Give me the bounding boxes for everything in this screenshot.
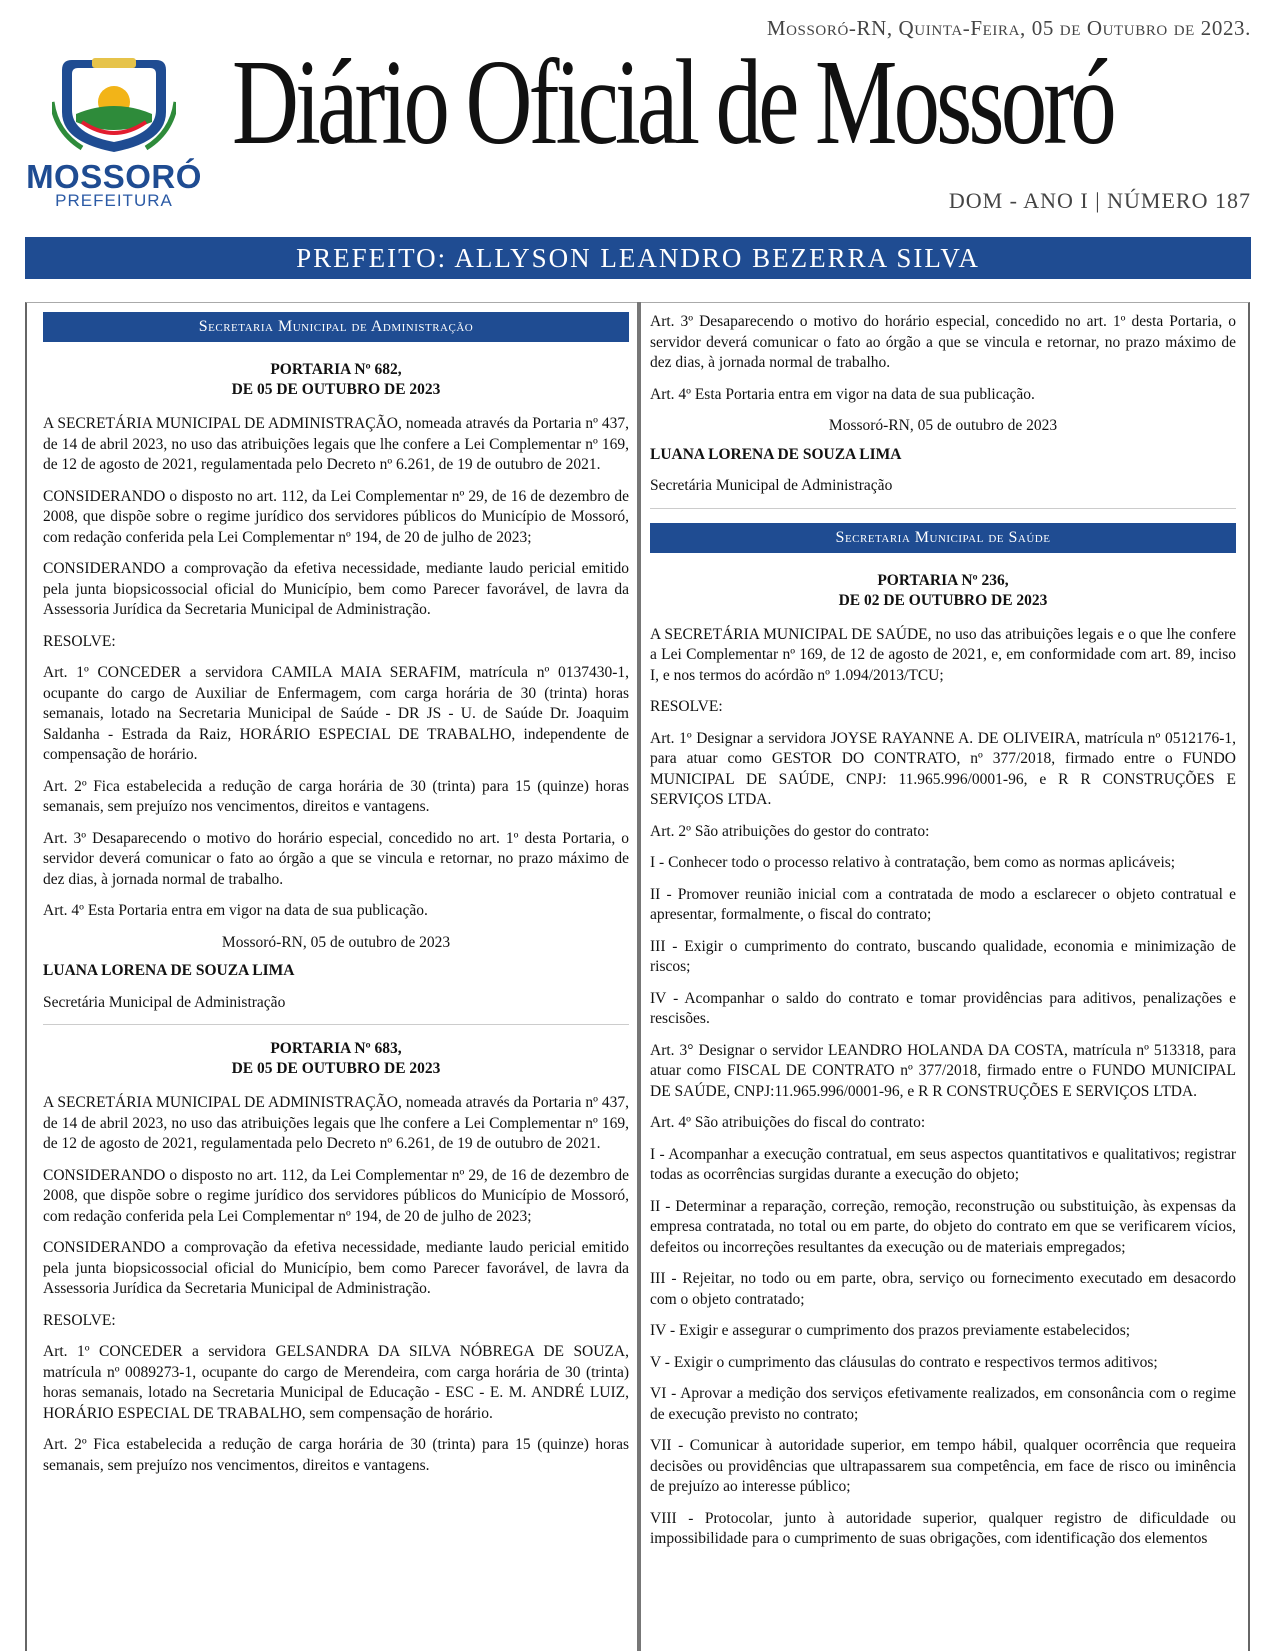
paragraph: CONSIDERANDO o disposto no art. 112, da Lei Complementar nº 29, de 16 de dezembro de 2008, que dispõe sobre o regime jurídico dos servidores públicos do Município de Mossoró, com redação conferida pela Lei Complementar nº 194, de 20 de julho de 2023; (43, 487, 629, 546)
paragraph: A SECRETÁRIA MUNICIPAL DE ADMINISTRAÇÃO, nomeada através da Portaria nº 437, de 14 de abril 2023, no uso das atribuições legais que lhe confere a Lei Complementar nº 169, de 12 de agosto de 2021, regulamentada pelo Decreto nº 6.261, de 19 de outubro de 2021. (43, 415, 629, 473)
resolve-label: RESOLVE: (43, 632, 116, 650)
portaria-number: PORTARIA Nº 236, (877, 571, 1009, 589)
signer-name: LUANA LORENA DE SOUZA LIMA (650, 445, 902, 463)
list-item: II - Promover reunião inicial com a contratada de modo a esclarecer o objeto contratual e apresentar, formalmente, o fiscal do contrato; (650, 885, 1236, 923)
portaria-number: PORTARIA Nº 682, (270, 361, 402, 378)
portaria-date: DE 05 DE OUTUBRO DE 2023 (231, 381, 441, 398)
article: Art. 3º Desaparecendo o motivo do horário especial, concedido no art. 1º desta Portaria, o servidor deverá comunicar o fato ao órgão a que se vincula e retornar, no prazo máximo de dez dias, à jornada normal de trabalho. (650, 313, 1236, 371)
portaria-683-title (43, 1039, 629, 1079)
paragraph: A SECRETÁRIA MUNICIPAL DE ADMINISTRAÇÃO, nomeada através da Portaria nº 437, de 14 de abril 2023, no uso das atribuições legais que lhe confere a Lei Complementar nº 169, de 12 de agosto de 2021, regulamentada pelo Decreto nº 6.261, de 19 de outubro de 2021. (43, 1094, 629, 1152)
portaria-date: DE 05 DE OUTUBRO DE 2023 (231, 1060, 441, 1077)
article: Art. 2º Fica estabelecida a redução de carga horária de 30 (trinta) para 15 (quinze) horas semanais, sem prejuízo nos vencimentos, direitos e vantagens. (43, 777, 629, 815)
list-item: III - Exigir o cumprimento do contrato, buscando qualidade, economia e minimização de riscos; (650, 937, 1236, 975)
article: Art. 2º Fica estabelecida a redução de carga horária de 30 (trinta) para 15 (quinze) horas semanais, sem prejuízo nos vencimentos, direitos e vantagens. (43, 1436, 629, 1474)
list-item: II - Determinar a reparação, correção, remoção, reconstrução ou substituição, às expensas da empresa contratada, no total ou em parte, do objeto do contrato em que se verificarem vícios, defeitos ou incorreções resultantes da execução ou de materiais empregados; (650, 1197, 1236, 1256)
article: Art. 1º Designar a servidora JOYSE RAYANNE A. DE OLIVEIRA, matrícula nº 0512176-1, para atuar como GESTOR DO CONTRATO, nº 377/2018, firmado entre o FUNDO MUNICIPAL DE SAÚDE, CNPJ: 11.965.996/0001-96, e R R CONSTRUÇÕES E SERVIÇOS LTDA. (650, 729, 1236, 808)
masthead-title: Diário Oficial de Mossoró (232, 35, 1113, 170)
section-header-saude: Secretaria Municipal de Saúde (650, 523, 1236, 553)
place-date: Mossoró-RN, 05 de outubro de 2023 (828, 417, 1058, 434)
portaria-date: DE 02 DE OUTUBRO DE 2023 (838, 591, 1048, 609)
separator (43, 1024, 629, 1025)
logo-subtitle: PREFEITURA (55, 191, 173, 210)
list-item: I - Conhecer todo o processo relativo à contratação, bem como as normas aplicáveis; (650, 854, 1176, 871)
paragraph: CONSIDERANDO a comprovação da efetiva necessidade, mediante laudo pericial emitido pela junta biopsicossocial oficial do Município, bem como Parecer favorável, de lavra da Assessoria Jurídica da Secretaria Municipal de Administração. (43, 560, 629, 618)
list-item: VII - Comunicar à autoridade superior, em tempo hábil, qualquer ocorrência que requeira decisões ou providências que ultrapassarem sua competência, em face de risco ou iminência de prejuízo ao interesse público; (650, 1437, 1236, 1495)
logo-name: MOSSORÓ (26, 158, 202, 195)
paragraph: CONSIDERANDO o disposto no art. 112, da Lei Complementar nº 29, de 16 de dezembro de 2008, que dispõe sobre o regime jurídico dos servidores públicos do Município de Mossoró, com redação conferida pela Lei Complementar nº 194, de 20 de julho de 2023; (43, 1166, 629, 1225)
article: Art. 1º CONCEDER a servidora GELSANDRA DA SILVA NÓBREGA DE SOUZA, matrícula nº 0089273-1, ocupante do cargo de Merendeira, com carga horária de 30 (trinta) horas semanais, lotado na Secretaria Municipal de Educação - ESC - E. M. ANDRÉ LUIZ, HORÁRIO ESPECIAL DE TRABALHO, sem compensação de horário. (43, 1343, 629, 1422)
portaria-236-title (650, 571, 1236, 611)
signer-role: Secretária Municipal de Administração (43, 993, 286, 1011)
signer-name: LUANA LORENA DE SOUZA LIMA (43, 962, 295, 979)
article: Art. 4º Esta Portaria entra em vigor na data de sua publicação. (650, 385, 1035, 403)
municipal-shield-icon (52, 52, 176, 156)
article: Art. 4º Esta Portaria entra em vigor na data de sua publicação. (43, 902, 428, 919)
signer-role: Secretária Municipal de Administração (650, 477, 893, 494)
article: Art. 2º São atribuições do gestor do contrato: (650, 822, 930, 840)
right-column (650, 312, 1236, 1561)
separator (650, 508, 1236, 509)
article: Art. 1º CONCEDER a servidora CAMILA MAIA SERAFIM, matrícula nº 0137430-1, ocupante do cargo de Auxiliar de Enfermagem, com carga horária de 30 (trinta) horas semanais, lotado na Secretaria Municipal de Saúde - DR JS - U. de Saúde Dr. Joaquim Saldanha - Estrada da Raiz, HORÁRIO ESPECIAL DE TRABALHO, independente de compensação de horário. (43, 664, 629, 763)
article: Art. 3º Desaparecendo o motivo do horário especial, concedido no art. 1º desta Portaria, o servidor deverá comunicar o fato ao órgão a que se vincula e retornar, no prazo máximo de dez dias, à jornada normal de trabalho. (43, 829, 629, 888)
place-date: Mossoró-RN, 05 de outubro de 2023 (221, 933, 451, 951)
column-divider (637, 302, 641, 1651)
resolve-label: RESOLVE: (650, 698, 723, 715)
section-header-administracao: Secretaria Municipal de Administração (43, 312, 629, 342)
page-header (0, 0, 1275, 273)
list-item: VI - Aprovar a medição dos serviços efetivamente realizados, em consonância com o regime de execução previsto no contrato; (650, 1385, 1236, 1423)
portaria-682-title (43, 360, 629, 400)
resolve-label: RESOLVE: (43, 1311, 116, 1329)
list-item: III - Rejeitar, no todo ou em parte, obra, serviço ou fornecimento executado em desacordo com o objeto contratado; (650, 1270, 1236, 1308)
article: Art. 4º São atribuições do fiscal do contrato: (650, 1114, 926, 1131)
paragraph: CONSIDERANDO a comprovação da efetiva necessidade, mediante laudo pericial emitido pela junta biopsicossocial oficial do Município, bem como Parecer favorável, de lavra da Assessoria Jurídica da Secretaria Municipal de Administração. (43, 1239, 629, 1297)
list-item: V - Exigir o cumprimento das cláusulas do contrato e respectivos termos aditivos; (650, 1353, 1158, 1371)
list-item: I - Acompanhar a execução contratual, em seus aspectos quantitativos e qualitativos; registrar todas as ocorrências surgidas durante a execução do objeto; (650, 1145, 1236, 1183)
prefeitura-logo (24, 48, 204, 208)
mayor-banner: PREFEITO: ALLYSON LEANDRO BEZERRA SILVA (25, 237, 1251, 279)
issue-date: Mossoró-RN, Quinta-Feira, 05 de Outubro de 2023. (766, 16, 1251, 40)
portaria-number: PORTARIA Nº 683, (270, 1040, 402, 1057)
article: Art. 3° Designar o servidor LEANDRO HOLANDA DA COSTA, matrícula nº 513318, para atuar como FISCAL DE CONTRATO nº 377/2018, firmado entre o FUNDO MUNICIPAL DE SAÚDE, CNPJ:11.965.996/0001-96, e R R CONSTRUÇÕES E SERVIÇOS LTDA. (650, 1041, 1236, 1100)
list-item: IV - Exigir e assegurar o cumprimento dos prazos previamente estabelecidos; (650, 1322, 1131, 1339)
edition-number: DOM - ANO I | NÚMERO 187 (948, 188, 1251, 213)
paragraph: A SECRETÁRIA MUNICIPAL DE SAÚDE, no uso das atribuições legais e o que lhe confere a Lei Complementar nº 169, de 12 de agosto de 2021, e, em conformidade com art. 89, inciso I, e nos termos do acórdão nº 1.094/2013/TCU; (650, 625, 1236, 684)
left-column (43, 312, 629, 1487)
list-item: VIII - Protocolar, junto à autoridade superior, qualquer registro de dificuldade ou impossibilidade para o cumprimento de suas obrigações, com identificação dos elementos (650, 1509, 1236, 1547)
list-item: IV - Acompanhar o saldo do contrato e tomar providências para aditivos, penalizações e rescisões. (650, 989, 1236, 1027)
